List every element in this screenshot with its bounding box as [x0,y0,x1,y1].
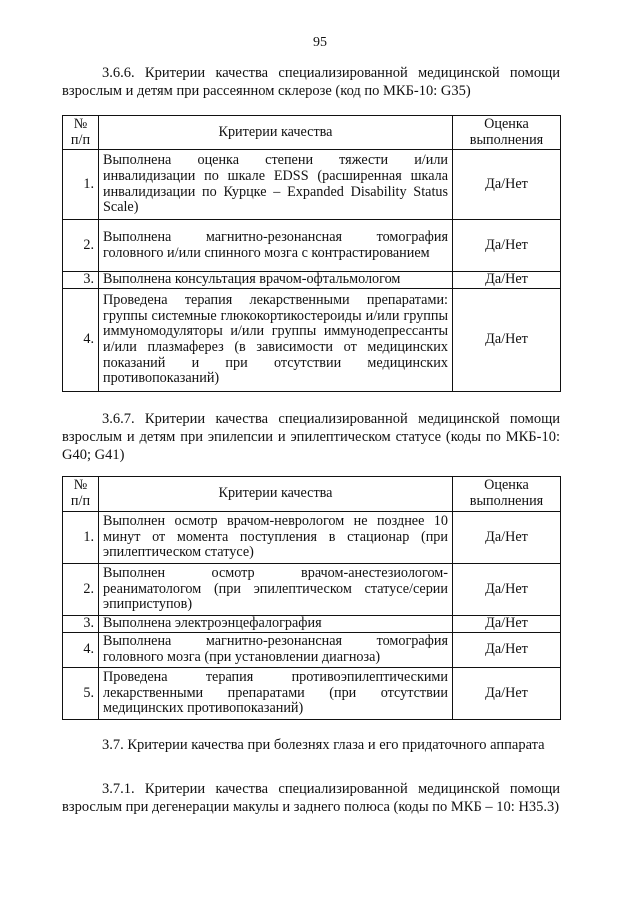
row-num: 5. [63,668,99,720]
section-heading-3-6-7: 3.6.7. Критерии качества специализированной медицинской помощи взрослым и детям при эпилепсии и эпилептическом статусе (коды по МКБ-10: G40; G41) [62,411,560,463]
row-criteria: Выполнен осмотр врачом-анестезиологом-реаниматологом (при эпилептическом статусе/серии эпиприступов) [99,564,453,616]
section-heading-3-6-6: 3.6.6. Критерии качества специализированной медицинской помощи взрослым и детям при рассеянном склерозе (код по МКБ-10: G35) [62,65,560,99]
row-evaluation: Да/Нет [453,150,561,220]
table-row [63,564,561,616]
row-num: 2. [63,564,99,616]
criteria-table-epilepsy [62,476,561,720]
row-criteria: Выполнен осмотр врачом-неврологом не позднее 10 минут от момента поступления в стационар (при эпилептическом статусе) [99,512,453,564]
table-row [63,512,561,564]
row-evaluation: Да/Нет [453,289,561,392]
table-header-row [63,477,561,512]
table-row [63,220,561,272]
row-evaluation: Да/Нет [453,668,561,720]
row-num: 3. [63,272,99,289]
row-criteria: Проведена терапия лекарственными препаратами: группы системные глюкокортикостероиды и/или группы иммуномодуляторы и/или группы иммунодепрессанты и/или плазмаферез (в зависимости от медицинских показаний и при отсутствии медицинских противопоказаний) [99,289,453,392]
header-num: № п/п [63,116,99,150]
row-num: 3. [63,616,99,633]
table-row [63,272,561,289]
table-row [63,150,561,220]
row-evaluation: Да/Нет [453,220,561,272]
row-criteria: Выполнена электроэнцефалография [99,616,453,633]
header-criteria: Критерии качества [99,116,453,150]
table-row [63,289,561,392]
row-num: 4. [63,289,99,392]
header-evaluation: Оценка выполнения [453,477,561,512]
row-criteria: Выполнена оценка степени тяжести и/или инвалидизации по шкале EDSS (расширенная шкала инвалидизации по Курцке – Expanded Disability Status Scale) [99,150,453,220]
header-evaluation: Оценка выполнения [453,116,561,150]
table-row [63,616,561,633]
row-evaluation: Да/Нет [453,633,561,668]
row-criteria: Выполнена консультация врачом-офтальмологом [99,272,453,289]
section-heading-3-7-1: 3.7.1. Критерии качества специализированной медицинской помощи взрослым при дегенерации макулы и заднего полюса (коды по МКБ – 10: H35.3) [62,781,560,815]
row-evaluation: Да/Нет [453,512,561,564]
row-num: 1. [63,512,99,564]
page-number: 95 [313,35,327,50]
row-num: 2. [63,220,99,272]
table-row [63,668,561,720]
header-criteria: Критерии качества [99,477,453,512]
row-num: 4. [63,633,99,668]
header-num: № п/п [63,477,99,512]
row-criteria: Выполнена магнитно-резонансная томография головного мозга (при установлении диагноза) [99,633,453,668]
row-criteria: Проведена терапия противоэпилептическими лекарственными препаратами (при отсутствии медицинских противопоказаний) [99,668,453,720]
row-num: 1. [63,150,99,220]
table-row [63,633,561,668]
table-header-row [63,116,561,150]
row-evaluation: Да/Нет [453,616,561,633]
criteria-table-ms [62,115,561,392]
row-criteria: Выполнена магнитно-резонансная томография головного и/или спинного мозга с контрастированием [99,220,453,272]
section-heading-3-7: 3.7. Критерии качества при болезнях глаза и его придаточного аппарата [102,737,545,753]
row-evaluation: Да/Нет [453,272,561,289]
row-evaluation: Да/Нет [453,564,561,616]
